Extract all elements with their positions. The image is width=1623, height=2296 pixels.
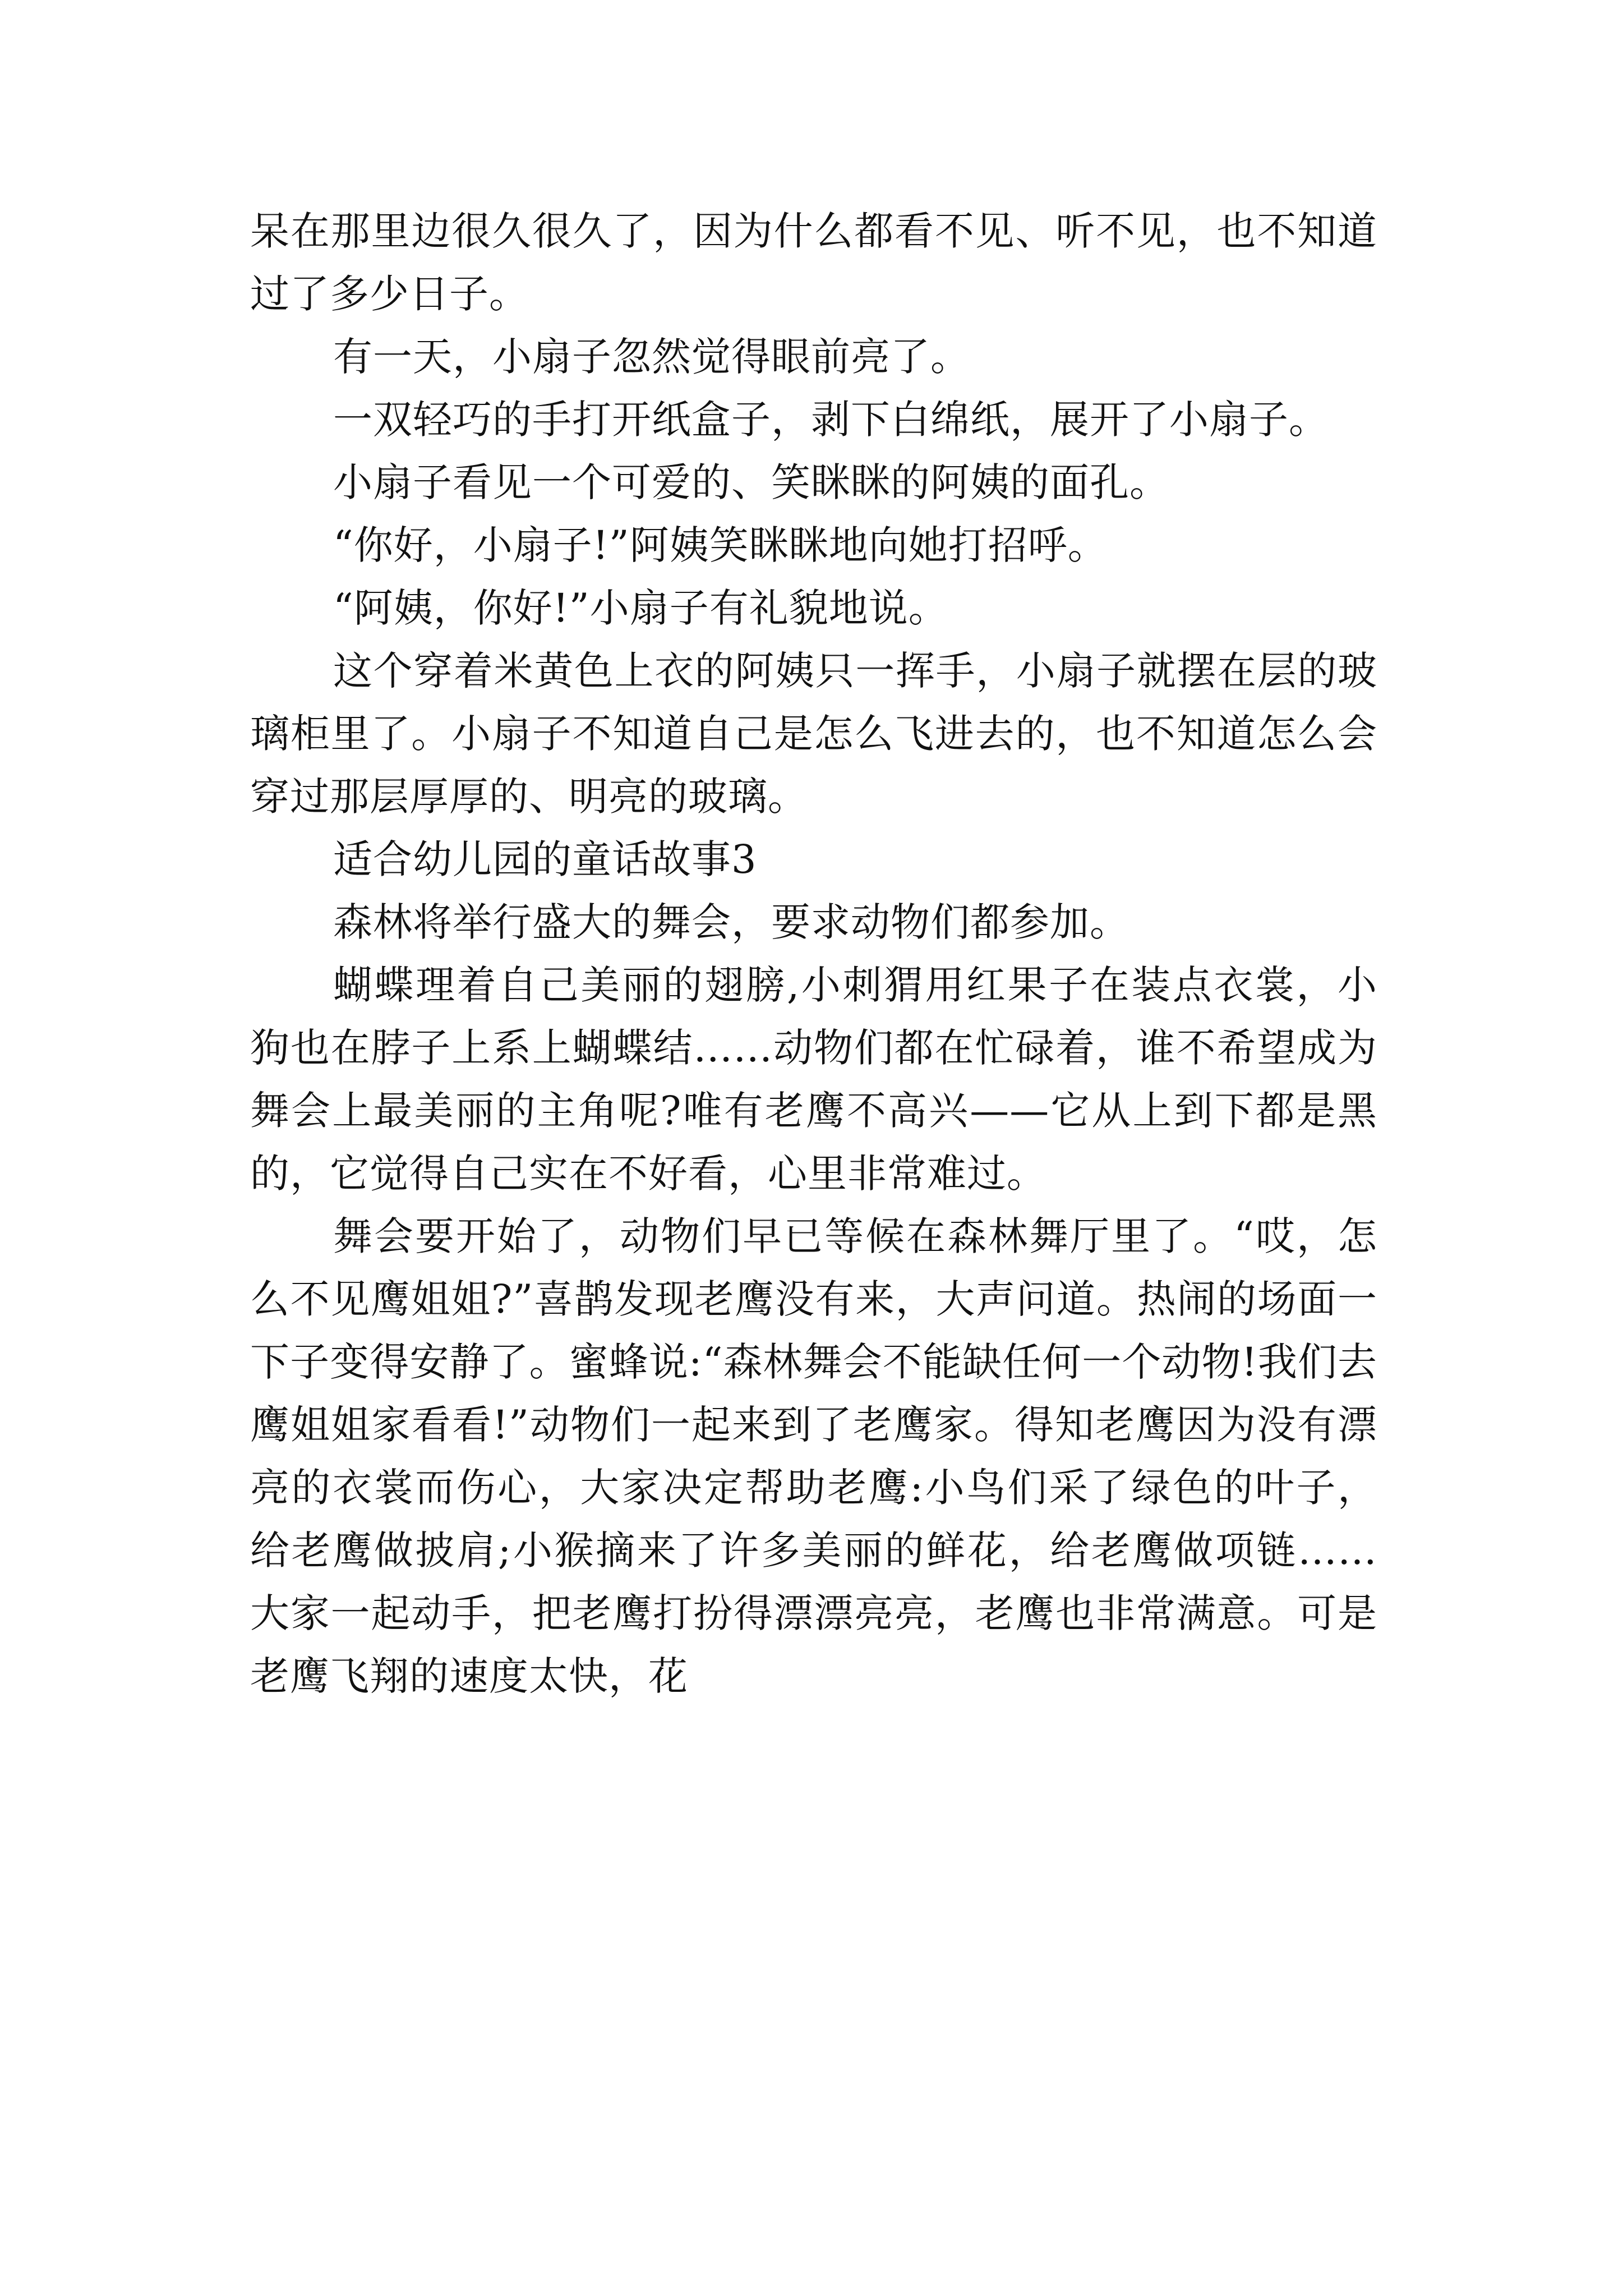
paragraph-9: 森林将举行盛大的舞会，要求动物们都参加。 (333, 899, 1129, 945)
paragraph-5: “你好，小扇子!”阿姨笑眯眯地向她打招呼。 (333, 522, 1108, 568)
document-body (250, 200, 1377, 1708)
paragraph-2: 有一天，小扇子忽然觉得眼前亮了。 (333, 334, 970, 380)
paragraph-6: “阿姨，你好!”小扇子有礼貌地说。 (333, 585, 948, 631)
paragraph-11: 舞会要开始了，动物们早已等候在森林舞厅里了。“哎，怎么不见鹰姐姐?”喜鹊发现老鹰没有来，大声问道。热闹的场面一下子变得安静了。蜜蜂说:“森林舞会不能缺任何一个动物!我们去鹰姐姐家看看!”动物们一起来到了老鹰家。得知老鹰因为没有漂亮的衣裳而伤心，大家决定帮助老鹰:小鸟们采了绿色的叶子，给老鹰做披肩;小猴摘来了许多美丽的鲜花，给老鹰做项链……大家一起动手，把老鹰打扮得漂漂亮亮，老鹰也非常满意。可是老鹰飞翔的速度太快，花 (250, 1213, 1377, 1699)
paragraph-1: 呆在那里边很久很久了，因为什么都看不见、听不见，也不知道过了多少日子。 (250, 208, 1377, 317)
paragraph-10: 蝴蝶理着自己美丽的翅膀,小刺猬用红果子在装点衣裳，小狗也在脖子上系上蝴蝶结……动物们都在忙碌着，谁不希望成为舞会上最美丽的主角呢?唯有老鹰不高兴——它从上到下都是黑的，它觉得自己实在不好看，心里非常难过。 (250, 962, 1377, 1197)
paragraph-3: 一双轻巧的手打开纸盒子，剥下白绵纸，展开了小扇子。 (333, 397, 1329, 443)
paragraph-4: 小扇子看见一个可爱的、笑眯眯的阿姨的面孔。 (333, 459, 1169, 505)
paragraph-7: 这个穿着米黄色上衣的阿姨只一挥手，小扇子就摆在层的玻璃柜里了。小扇子不知道自己是怎么飞进去的，也不知道怎么会穿过那层厚厚的、明亮的玻璃。 (250, 648, 1377, 820)
section-heading: 适合幼儿园的童话故事3 (333, 836, 757, 882)
